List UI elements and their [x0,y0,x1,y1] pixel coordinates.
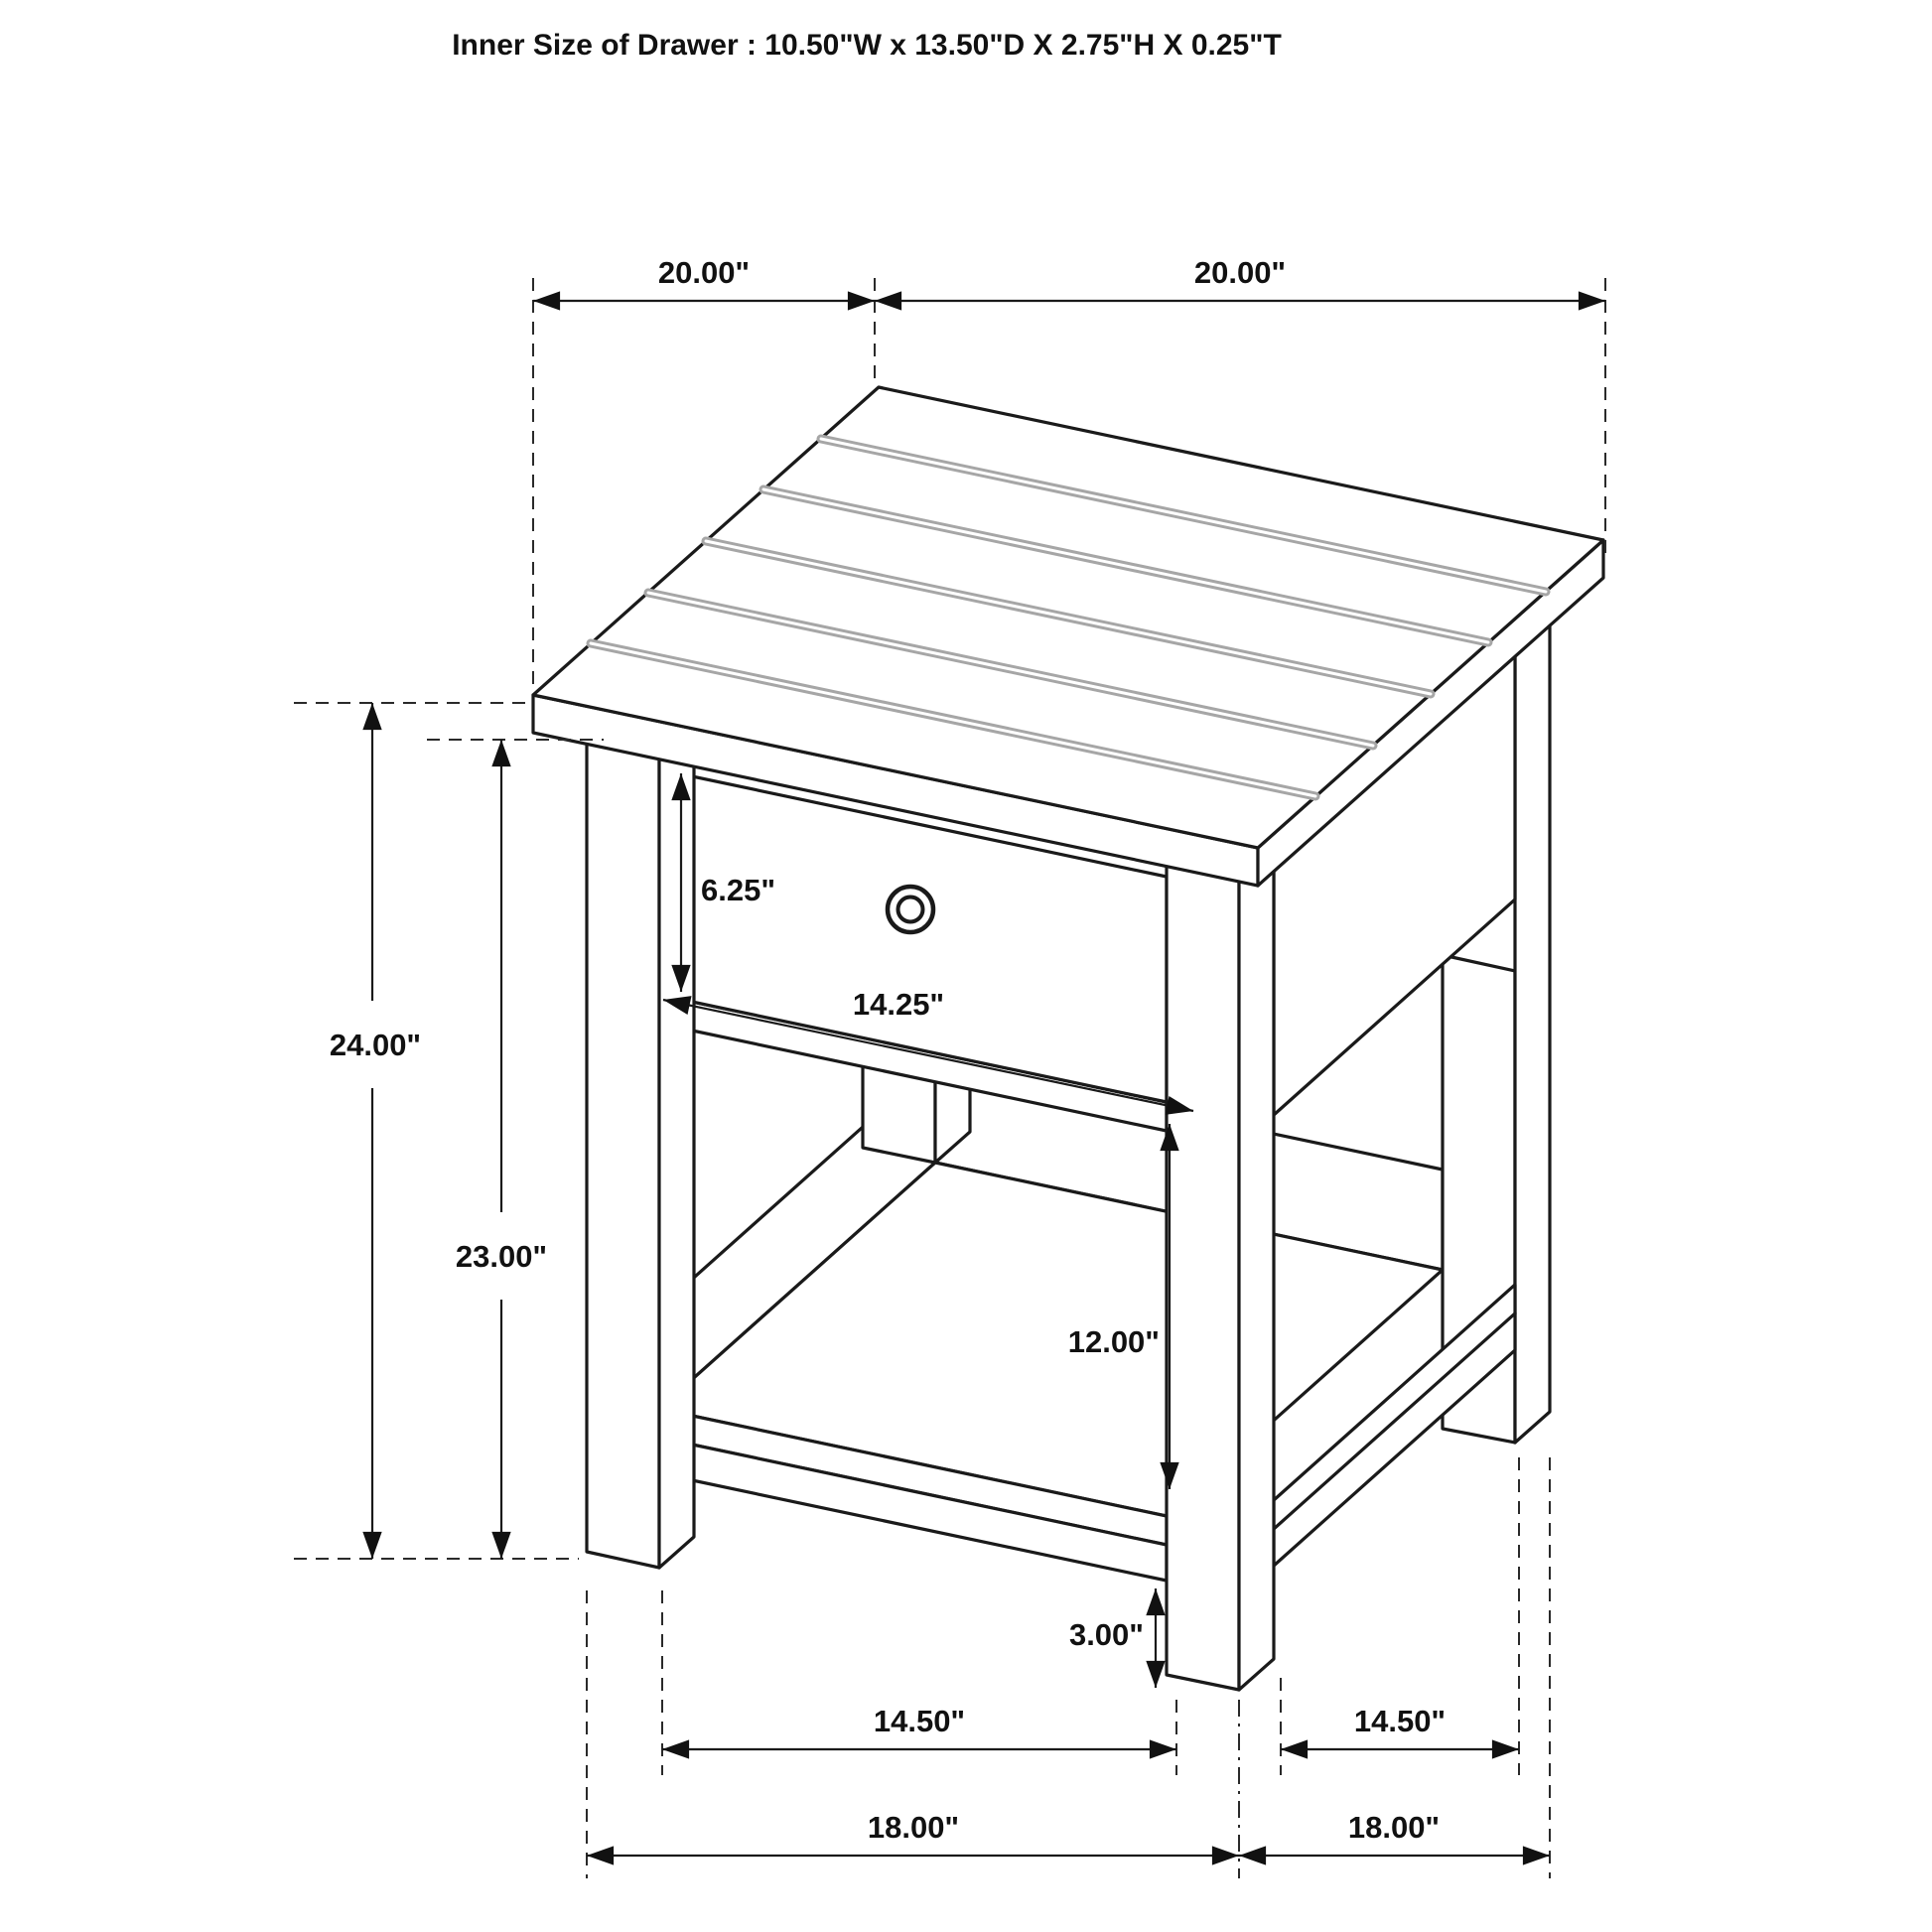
drawing-title: Inner Size of Drawer : 10.50"W x 13.50"D X 2.75"H X 0.25"T [452,29,1282,62]
dim-label-open-height: 12.00" [1067,1324,1160,1359]
front-right-leg-face [1167,850,1239,1690]
dim-label-base-width: 18.00" [867,1810,960,1845]
front-left-leg [587,717,694,1568]
knob-inner-ring [898,897,923,922]
drawer-knob-icon [888,887,933,932]
dim-label-shelf-width: 14.50" [873,1704,966,1738]
dim-label-shelf-depth: 14.50" [1353,1704,1447,1738]
front-right-leg-side [1239,835,1274,1690]
dim-label-drawer-height: 6.25" [701,873,776,907]
back-right-leg-side [1515,606,1550,1443]
left-extension-lines [294,703,604,1559]
front-left-leg-side [659,717,694,1568]
table-drawing [533,387,1603,1690]
dim-label-floor-clearance: 3.00" [1068,1617,1144,1652]
dim-label-tabletop-width: 20.00" [657,255,751,290]
dim-label-leg-height: 23.00" [455,1239,548,1274]
dim-label-base-depth: 18.00" [1347,1810,1441,1845]
dim-label-tabletop-depth: 20.00" [1193,255,1287,290]
dim-label-overall-height: 24.00" [329,1028,422,1062]
front-right-leg [1167,835,1274,1690]
front-left-leg-face [587,732,659,1568]
dim-label-drawer-width: 14.25" [852,987,945,1022]
